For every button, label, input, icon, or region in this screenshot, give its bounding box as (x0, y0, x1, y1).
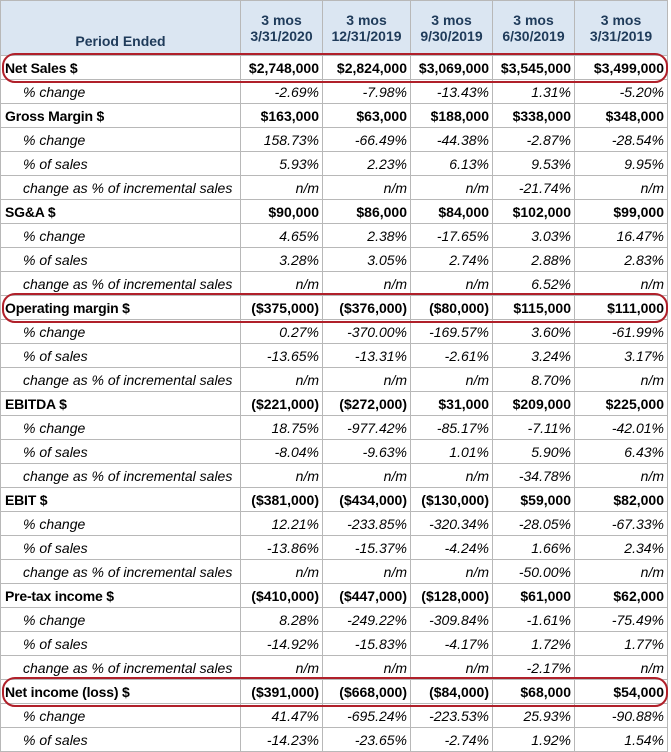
value-cell: 2.88% (493, 248, 575, 272)
table-row (1, 224, 668, 248)
value-cell: -75.49% (575, 608, 668, 632)
row-label: % of sales (1, 440, 241, 464)
value-cell: 1.31% (493, 80, 575, 104)
value-cell: -13.43% (411, 80, 493, 104)
value-cell: -13.86% (241, 536, 323, 560)
value-cell: ($272,000) (323, 392, 411, 416)
value-cell: n/m (323, 176, 411, 200)
value-cell: -50.00% (493, 560, 575, 584)
value-cell: -169.57% (411, 320, 493, 344)
value-cell: -15.83% (323, 632, 411, 656)
value-cell: 3.17% (575, 344, 668, 368)
value-cell: -4.24% (411, 536, 493, 560)
table-row (1, 416, 668, 440)
value-cell: ($381,000) (241, 488, 323, 512)
value-cell: 3.03% (493, 224, 575, 248)
row-label: % of sales (1, 728, 241, 752)
value-cell: -13.31% (323, 344, 411, 368)
value-cell: n/m (241, 464, 323, 488)
period-line2: 9/30/2019 (420, 28, 483, 44)
row-label: % of sales (1, 344, 241, 368)
value-cell: n/m (411, 656, 493, 680)
value-cell: ($434,000) (323, 488, 411, 512)
value-cell: n/m (411, 272, 493, 296)
value-cell: 2.74% (411, 248, 493, 272)
table-row (1, 152, 668, 176)
value-cell: -7.11% (493, 416, 575, 440)
value-cell: $54,000 (575, 680, 668, 704)
value-cell: -17.65% (411, 224, 493, 248)
value-cell: -370.00% (323, 320, 411, 344)
value-cell: 16.47% (575, 224, 668, 248)
value-cell: 9.95% (575, 152, 668, 176)
value-cell: ($130,000) (411, 488, 493, 512)
value-cell: -249.22% (323, 608, 411, 632)
period-ended-header: Period Ended (1, 1, 241, 56)
value-cell: -233.85% (323, 512, 411, 536)
value-cell: 0.27% (241, 320, 323, 344)
value-cell: n/m (323, 560, 411, 584)
value-cell: n/m (241, 656, 323, 680)
value-cell: $348,000 (575, 104, 668, 128)
row-label: % of sales (1, 248, 241, 272)
value-cell: -2.87% (493, 128, 575, 152)
value-cell: n/m (323, 464, 411, 488)
period-header (323, 1, 411, 56)
value-cell: -34.78% (493, 464, 575, 488)
period-line1: 3 mos (346, 12, 387, 28)
value-cell: -61.99% (575, 320, 668, 344)
value-cell: $111,000 (575, 296, 668, 320)
value-cell: 3.60% (493, 320, 575, 344)
value-cell: 1.01% (411, 440, 493, 464)
value-cell: ($410,000) (241, 584, 323, 608)
period-header (493, 1, 575, 56)
value-cell: $84,000 (411, 200, 493, 224)
row-label: Operating margin $ (1, 296, 241, 320)
value-cell: -44.38% (411, 128, 493, 152)
value-cell: 1.77% (575, 632, 668, 656)
value-cell: $3,545,000 (493, 56, 575, 80)
value-cell: n/m (575, 656, 668, 680)
row-label: Gross Margin $ (1, 104, 241, 128)
table-row (1, 272, 668, 296)
value-cell: -7.98% (323, 80, 411, 104)
value-cell: n/m (241, 560, 323, 584)
row-label: % change (1, 512, 241, 536)
table-row (1, 704, 668, 728)
table-row (1, 728, 668, 752)
value-cell: ($668,000) (323, 680, 411, 704)
row-label: Net Sales $ (1, 56, 241, 80)
value-cell: ($447,000) (323, 584, 411, 608)
period-line1: 3 mos (600, 12, 642, 28)
row-label: change as % of incremental sales (1, 176, 241, 200)
value-cell: n/m (411, 368, 493, 392)
value-cell: 6.43% (575, 440, 668, 464)
value-cell: -2.17% (493, 656, 575, 680)
table-row (1, 248, 668, 272)
value-cell: 5.90% (493, 440, 575, 464)
value-cell: n/m (241, 272, 323, 296)
value-cell: -67.33% (575, 512, 668, 536)
value-cell: 1.92% (493, 728, 575, 752)
value-cell: 2.83% (575, 248, 668, 272)
value-cell: -320.34% (411, 512, 493, 536)
table-row (1, 176, 668, 200)
value-cell: $225,000 (575, 392, 668, 416)
row-label: change as % of incremental sales (1, 464, 241, 488)
value-cell: -66.49% (323, 128, 411, 152)
value-cell: 4.65% (241, 224, 323, 248)
period-line1: 3 mos (431, 12, 472, 28)
value-cell: -2.74% (411, 728, 493, 752)
row-label: % change (1, 320, 241, 344)
value-cell: ($128,000) (411, 584, 493, 608)
value-cell: 3.28% (241, 248, 323, 272)
value-cell: n/m (323, 272, 411, 296)
row-label: % of sales (1, 632, 241, 656)
value-cell: $31,000 (411, 392, 493, 416)
value-cell: -223.53% (411, 704, 493, 728)
value-cell: 6.13% (411, 152, 493, 176)
value-cell: $188,000 (411, 104, 493, 128)
value-cell: -309.84% (411, 608, 493, 632)
value-cell: $63,000 (323, 104, 411, 128)
row-label: % change (1, 416, 241, 440)
value-cell: 6.52% (493, 272, 575, 296)
period-line1: 3 mos (513, 12, 554, 28)
table-row (1, 80, 668, 104)
value-cell: -8.04% (241, 440, 323, 464)
value-cell: n/m (323, 656, 411, 680)
table-row (1, 632, 668, 656)
value-cell: -90.88% (575, 704, 668, 728)
value-cell: 12.21% (241, 512, 323, 536)
table-row (1, 392, 668, 416)
table-row (1, 440, 668, 464)
period-header (575, 1, 668, 56)
table-row (1, 680, 668, 704)
value-cell: ($84,000) (411, 680, 493, 704)
table-row (1, 536, 668, 560)
row-label: EBIT $ (1, 488, 241, 512)
table-row (1, 368, 668, 392)
table-row (1, 104, 668, 128)
row-label: % change (1, 80, 241, 104)
value-cell: $99,000 (575, 200, 668, 224)
value-cell: 2.23% (323, 152, 411, 176)
value-cell: n/m (575, 368, 668, 392)
value-cell: -42.01% (575, 416, 668, 440)
value-cell: -28.54% (575, 128, 668, 152)
value-cell: n/m (241, 176, 323, 200)
header-row (1, 1, 668, 56)
value-cell: -9.63% (323, 440, 411, 464)
table-row (1, 200, 668, 224)
row-label: Net income (loss) $ (1, 680, 241, 704)
value-cell: n/m (411, 464, 493, 488)
value-cell: ($221,000) (241, 392, 323, 416)
value-cell: $163,000 (241, 104, 323, 128)
value-cell: $82,000 (575, 488, 668, 512)
row-label: % of sales (1, 152, 241, 176)
period-header (411, 1, 493, 56)
row-label: change as % of incremental sales (1, 560, 241, 584)
value-cell: -13.65% (241, 344, 323, 368)
table-row (1, 488, 668, 512)
period-line2: 6/30/2019 (502, 28, 565, 44)
value-cell: -2.61% (411, 344, 493, 368)
value-cell: n/m (575, 176, 668, 200)
period-line2: 12/31/2019 (331, 28, 402, 44)
value-cell: $59,000 (493, 488, 575, 512)
value-cell: -14.23% (241, 728, 323, 752)
value-cell: -28.05% (493, 512, 575, 536)
row-label: % change (1, 608, 241, 632)
period-line2: 3/31/2020 (250, 28, 313, 44)
value-cell: n/m (575, 560, 668, 584)
table-body (1, 56, 668, 752)
value-cell: -4.17% (411, 632, 493, 656)
value-cell: n/m (323, 368, 411, 392)
value-cell: $61,000 (493, 584, 575, 608)
value-cell: 5.93% (241, 152, 323, 176)
row-label: % of sales (1, 536, 241, 560)
period-line2: 3/31/2019 (589, 28, 653, 44)
value-cell: $2,824,000 (323, 56, 411, 80)
value-cell: 8.28% (241, 608, 323, 632)
value-cell: ($375,000) (241, 296, 323, 320)
value-cell: -1.61% (493, 608, 575, 632)
value-cell: -2.69% (241, 80, 323, 104)
value-cell: 8.70% (493, 368, 575, 392)
value-cell: 1.72% (493, 632, 575, 656)
row-label: EBITDA $ (1, 392, 241, 416)
value-cell: n/m (575, 272, 668, 296)
table-row (1, 464, 668, 488)
table-row (1, 128, 668, 152)
table-row (1, 560, 668, 584)
table-row (1, 608, 668, 632)
value-cell: $338,000 (493, 104, 575, 128)
value-cell: 2.34% (575, 536, 668, 560)
value-cell: ($80,000) (411, 296, 493, 320)
value-cell: -5.20% (575, 80, 668, 104)
row-label: % change (1, 128, 241, 152)
value-cell: -23.65% (323, 728, 411, 752)
value-cell: $209,000 (493, 392, 575, 416)
value-cell: 158.73% (241, 128, 323, 152)
row-label: change as % of incremental sales (1, 368, 241, 392)
value-cell: $3,069,000 (411, 56, 493, 80)
value-cell: 41.47% (241, 704, 323, 728)
value-cell: $86,000 (323, 200, 411, 224)
value-cell: $62,000 (575, 584, 668, 608)
value-cell: 1.66% (493, 536, 575, 560)
table-row (1, 584, 668, 608)
value-cell: -21.74% (493, 176, 575, 200)
value-cell: ($391,000) (241, 680, 323, 704)
value-cell: n/m (411, 176, 493, 200)
value-cell: -15.37% (323, 536, 411, 560)
value-cell: $102,000 (493, 200, 575, 224)
row-label: % change (1, 224, 241, 248)
value-cell: ($376,000) (323, 296, 411, 320)
value-cell: $90,000 (241, 200, 323, 224)
value-cell: -14.92% (241, 632, 323, 656)
row-label: SG&A $ (1, 200, 241, 224)
row-label: % change (1, 704, 241, 728)
value-cell: n/m (575, 464, 668, 488)
period-line1: 3 mos (261, 12, 302, 28)
table-row (1, 512, 668, 536)
value-cell: -977.42% (323, 416, 411, 440)
table-row (1, 296, 668, 320)
value-cell: $68,000 (493, 680, 575, 704)
table-row (1, 656, 668, 680)
table-row (1, 320, 668, 344)
value-cell: -695.24% (323, 704, 411, 728)
value-cell: n/m (411, 560, 493, 584)
period-header (241, 1, 323, 56)
value-cell: $2,748,000 (241, 56, 323, 80)
value-cell: 3.24% (493, 344, 575, 368)
value-cell: n/m (241, 368, 323, 392)
row-label: change as % of incremental sales (1, 656, 241, 680)
table-row (1, 56, 668, 80)
value-cell: 18.75% (241, 416, 323, 440)
value-cell: -85.17% (411, 416, 493, 440)
value-cell: 3.05% (323, 248, 411, 272)
value-cell: 25.93% (493, 704, 575, 728)
value-cell: 9.53% (493, 152, 575, 176)
table-row (1, 344, 668, 368)
row-label: Pre-tax income $ (1, 584, 241, 608)
row-label: change as % of incremental sales (1, 272, 241, 296)
value-cell: 1.54% (575, 728, 668, 752)
value-cell: $3,499,000 (575, 56, 668, 80)
value-cell: $115,000 (493, 296, 575, 320)
value-cell: 2.38% (323, 224, 411, 248)
